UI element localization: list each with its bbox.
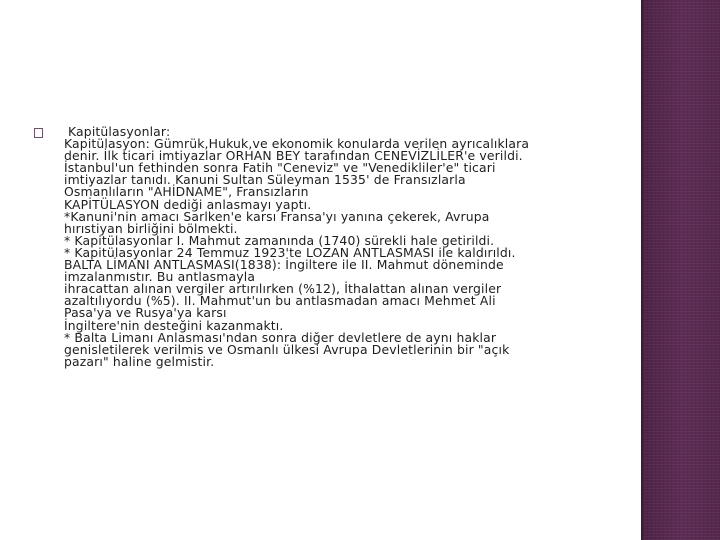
text-line: azaltılıyordu (%5). II. Mahmut'un bu antlasmadan amacı Mehmet Ali	[64, 293, 496, 309]
text-line: genisletilerek verilmis ve Osmanlı ülkesi Avrupa Devletlerinin bir "açık	[64, 341, 510, 357]
text-line: Pasa'ya ve Rusya'ya karsı	[64, 305, 227, 321]
body-text	[64, 126, 634, 368]
square-bullet-icon	[34, 128, 43, 138]
text-line: Kapitülasyon: Gümrük,Hukuk,ve ekonomik konularda verilen ayrıcalıklara	[64, 136, 530, 152]
text-line: İstanbul'un fethinden sonra Fatih "Ceneviz" ve "Venedikliler'e" ticari	[64, 160, 496, 176]
slide-content	[34, 126, 634, 368]
text-line: * Kapitülasyonlar I. Mahmut zamanında (1740) sürekli hale getirildi.	[64, 232, 495, 248]
text-line: imtiyazlar tanıdı. Kanuni Sultan Süleyman 1535' de Fransızlarla	[64, 172, 466, 188]
text-line: * Kapitülasyonlar 24 Temmuz 1923'te LOZAN ANTLASMASI ile kaldırıldı.	[64, 244, 516, 260]
text-line: pazarı" haline gelmistir.	[64, 353, 215, 369]
text-line: ihracattan alınan vergiler artırılırken (%12), İthalattan alınan vergiler	[64, 281, 502, 297]
text-line: * Balta Limanı Anlasması'ndan sonra diğer devletlere de aynı haklar	[64, 329, 497, 345]
text-line: hırıstiyan birliğini bölmekti.	[64, 220, 238, 236]
text-line: denir. İlk ticari imtiyazlar ORHAN BEY tarafından CENEVİZLİLER'e verildi.	[64, 148, 523, 164]
decorative-side-bar	[641, 0, 720, 540]
text-line: BALTA LİMANI ANTLASMASI(1838): İngiltere ile II. Mahmut döneminde	[64, 257, 504, 273]
text-line: *Kanuni'nin amacı Sarlken'e karsı Fransa'yı yanına çekerek, Avrupa	[64, 208, 490, 224]
slide-heading: Kapitülasyonlar:	[68, 124, 171, 139]
text-line: İngiltere'nin desteğini kazanmaktı.	[64, 317, 284, 333]
text-line: Osmanlıların "AHİDNAME", Fransızların	[64, 184, 309, 200]
text-line: imzalanmıstır. Bu antlasmayla	[64, 269, 256, 285]
text-line: KAPİTÜLASYON dediği anlasmayı yaptı.	[64, 196, 312, 212]
